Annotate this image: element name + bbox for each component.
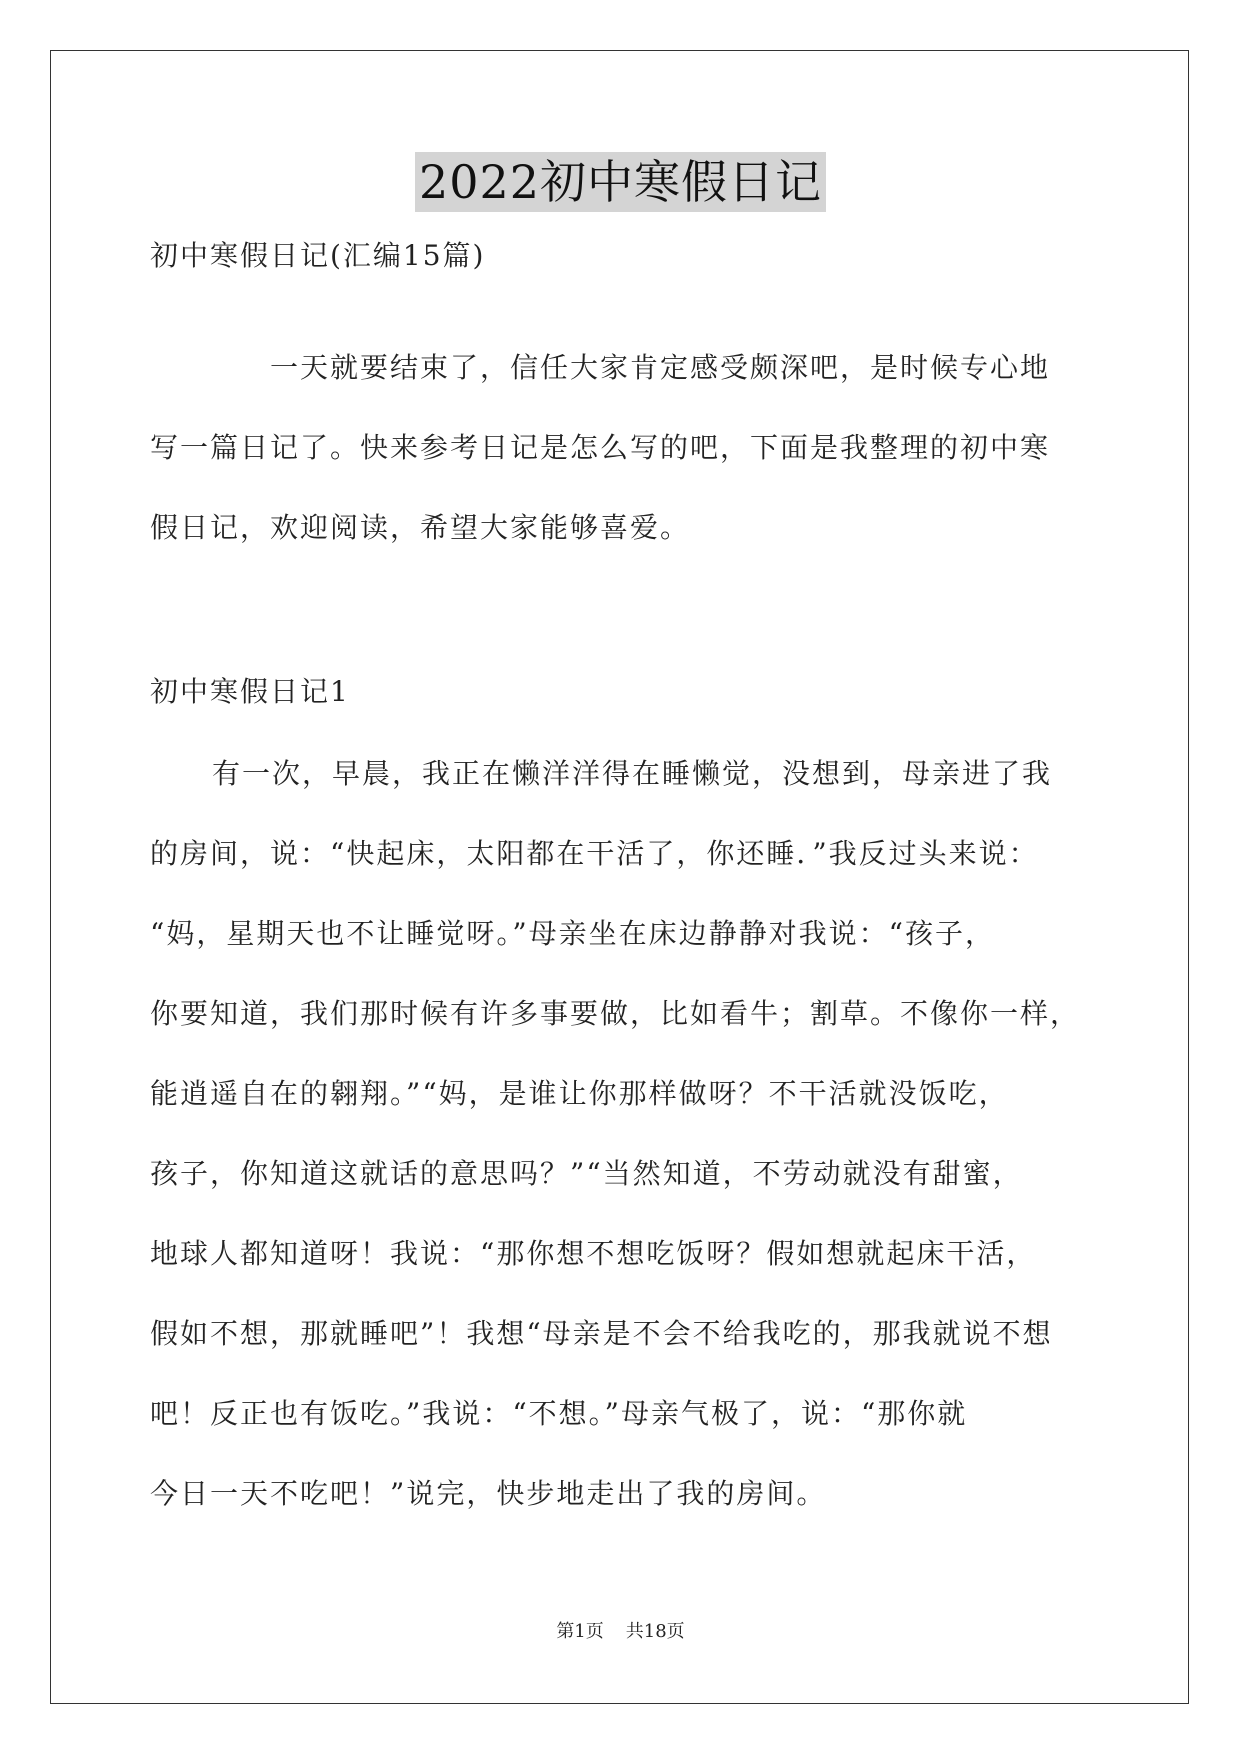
page-number: 第1页 (556, 1621, 604, 1642)
document-title-text: 2022初中寒假日记 (415, 152, 826, 212)
subtitle: 初中寒假日记(汇编15篇) (150, 239, 486, 272)
intro-line: 写一篇日记了。快来参考日记是怎么写的吧，下面是我整理的初中寒 (150, 431, 1051, 464)
body-line: 有一次，早晨，我正在懒洋洋得在睡懒觉，没想到，母亲进了我 (212, 757, 1053, 790)
intro-line: 假日记，欢迎阅读，希望大家能够喜爱。 (150, 511, 691, 544)
body-line: 今日一天不吃吧！”说完，快步地走出了我的房间。 (150, 1477, 827, 1510)
body-line: 能逍遥自在的翱翔。”“妈，是谁让你那样做呀？不干活就没饭吃， (150, 1077, 1009, 1110)
document-title (0, 152, 1241, 223)
page-total: 共18页 (625, 1621, 685, 1642)
page-footer (0, 1620, 1241, 1644)
body-line: 的房间，说：“快起床，太阳都在干活了，你还睡．”我反过头来说： (150, 837, 1039, 870)
body-line: 孩子，你知道这就话的意思吗？”“当然知道，不劳动就没有甜蜜， (150, 1157, 1023, 1190)
body-line: “妈，星期天也不让睡觉呀。”母亲坐在床边静静对我说：“孩子， (150, 917, 995, 950)
body-line: 假如不想，那就睡吧”！我想“母亲是不会不给我吃的，那我就说不想 (150, 1317, 1053, 1350)
section-heading: 初中寒假日记1 (150, 675, 350, 708)
page-border (50, 50, 1189, 1704)
body-line: 地球人都知道呀！我说：“那你想不想吃饭呀？假如想就起床干活， (150, 1237, 1037, 1270)
intro-line: 一天就要结束了，信任大家肯定感受颇深吧，是时候专心地 (270, 351, 1051, 384)
body-line: 吧！反正也有饭吃。”我说：“不想。”母亲气极了，说：“那你就 (150, 1397, 968, 1430)
body-line: 你要知道，我们那时候有许多事要做，比如看牛；割草。不像你一样， (150, 997, 1081, 1030)
